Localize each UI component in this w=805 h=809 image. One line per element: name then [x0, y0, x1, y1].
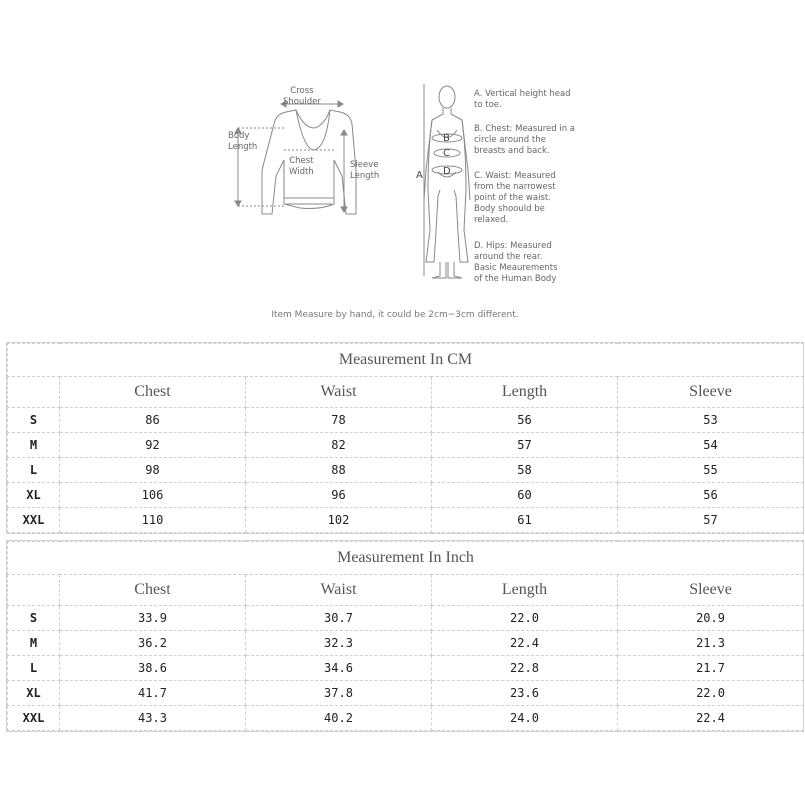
table-row [8, 433, 804, 458]
table-row [8, 656, 804, 681]
column-header-chest: Chest [60, 377, 246, 408]
length-cell: 24.0 [432, 706, 618, 731]
table-row [8, 408, 804, 433]
size-cell: L [8, 458, 60, 483]
chest-cell: 92 [60, 433, 246, 458]
length-cell: 58 [432, 458, 618, 483]
column-header-length: Length [432, 377, 618, 408]
measurement-note: Item Measure by hand, it could be 2cm~3cm different. [271, 310, 519, 320]
sleeve-cell: 57 [618, 508, 804, 533]
column-header-chest: Chest [60, 575, 246, 606]
chest-cell: 98 [60, 458, 246, 483]
chest-cell: 41.7 [60, 681, 246, 706]
waist-cell: 34.6 [246, 656, 432, 681]
table-title: Measurement In Inch [8, 542, 804, 575]
table-row [8, 483, 804, 508]
sleeve-cell: 22.0 [618, 681, 804, 706]
column-header-size [8, 377, 60, 408]
size-cell: S [8, 606, 60, 631]
size-cell: M [8, 631, 60, 656]
sleeve-length-label: Sleeve Length [350, 160, 380, 181]
table-inch [6, 540, 804, 732]
body-letter-d: D [443, 166, 451, 177]
sleeve-cell: 21.7 [618, 656, 804, 681]
table-row [8, 508, 804, 533]
body-letter-c: C [443, 148, 450, 159]
sweater-and-body-illustration [0, 0, 805, 330]
length-cell: 23.6 [432, 681, 618, 706]
waist-cell: 40.2 [246, 706, 432, 731]
table-row [8, 606, 804, 631]
sleeve-cell: 54 [618, 433, 804, 458]
column-header-waist: Waist [246, 377, 432, 408]
note-vertical-height: A. Vertical height head to toe. [474, 89, 571, 110]
size-cell: L [8, 656, 60, 681]
waist-cell: 30.7 [246, 606, 432, 631]
chest-cell: 36.2 [60, 631, 246, 656]
waist-cell: 96 [246, 483, 432, 508]
table-row [8, 631, 804, 656]
sleeve-cell: 20.9 [618, 606, 804, 631]
chest-cell: 110 [60, 508, 246, 533]
waist-cell: 32.3 [246, 631, 432, 656]
length-cell: 57 [432, 433, 618, 458]
measurement-diagram [0, 0, 805, 330]
waist-cell: 102 [246, 508, 432, 533]
size-cell: XXL [8, 706, 60, 731]
length-cell: 22.0 [432, 606, 618, 631]
column-header-length: Length [432, 575, 618, 606]
table-row [8, 706, 804, 731]
column-header-sleeve: Sleeve [618, 575, 804, 606]
note-hips: D. Hips: Measured around the rear. Basic Meaurements of the Human Body [474, 241, 558, 284]
body-letter-b: B [443, 133, 450, 144]
chest-cell: 38.6 [60, 656, 246, 681]
sleeve-cell: 56 [618, 483, 804, 508]
size-cell: XXL [8, 508, 60, 533]
column-header-waist: Waist [246, 575, 432, 606]
table-row [8, 458, 804, 483]
chest-cell: 33.9 [60, 606, 246, 631]
size-cell: XL [8, 681, 60, 706]
length-cell: 60 [432, 483, 618, 508]
waist-cell: 37.8 [246, 681, 432, 706]
column-header-sleeve: Sleeve [618, 377, 804, 408]
length-cell: 22.8 [432, 656, 618, 681]
human-body-icon [424, 86, 470, 278]
length-cell: 22.4 [432, 631, 618, 656]
waist-cell: 82 [246, 433, 432, 458]
note-waist: C. Waist: Measured from the narrowest point of the waist. Body shoould be relaxed. [474, 171, 556, 225]
chest-cell: 86 [60, 408, 246, 433]
column-header-size [8, 575, 60, 606]
size-cell: M [8, 433, 60, 458]
sleeve-cell: 21.3 [618, 631, 804, 656]
chest-cell: 106 [60, 483, 246, 508]
table-cm [6, 342, 804, 534]
chest-cell: 43.3 [60, 706, 246, 731]
note-chest: B. Chest: Measured in a circle around the breasts and back. [474, 124, 575, 156]
length-cell: 61 [432, 508, 618, 533]
table-title: Measurement In CM [8, 344, 804, 377]
sleeve-cell: 22.4 [618, 706, 804, 731]
table-row [8, 681, 804, 706]
length-cell: 56 [432, 408, 618, 433]
size-cell: XL [8, 483, 60, 508]
waist-cell: 88 [246, 458, 432, 483]
body-length-label: Body Length [228, 131, 258, 152]
body-letter-a: A [416, 170, 423, 181]
waist-cell: 78 [246, 408, 432, 433]
size-cell: S [8, 408, 60, 433]
chest-width-label: Chest Width [289, 156, 314, 177]
sleeve-cell: 55 [618, 458, 804, 483]
sleeve-cell: 53 [618, 408, 804, 433]
cross-shoulder-label: Cross Shoulder [283, 86, 321, 107]
